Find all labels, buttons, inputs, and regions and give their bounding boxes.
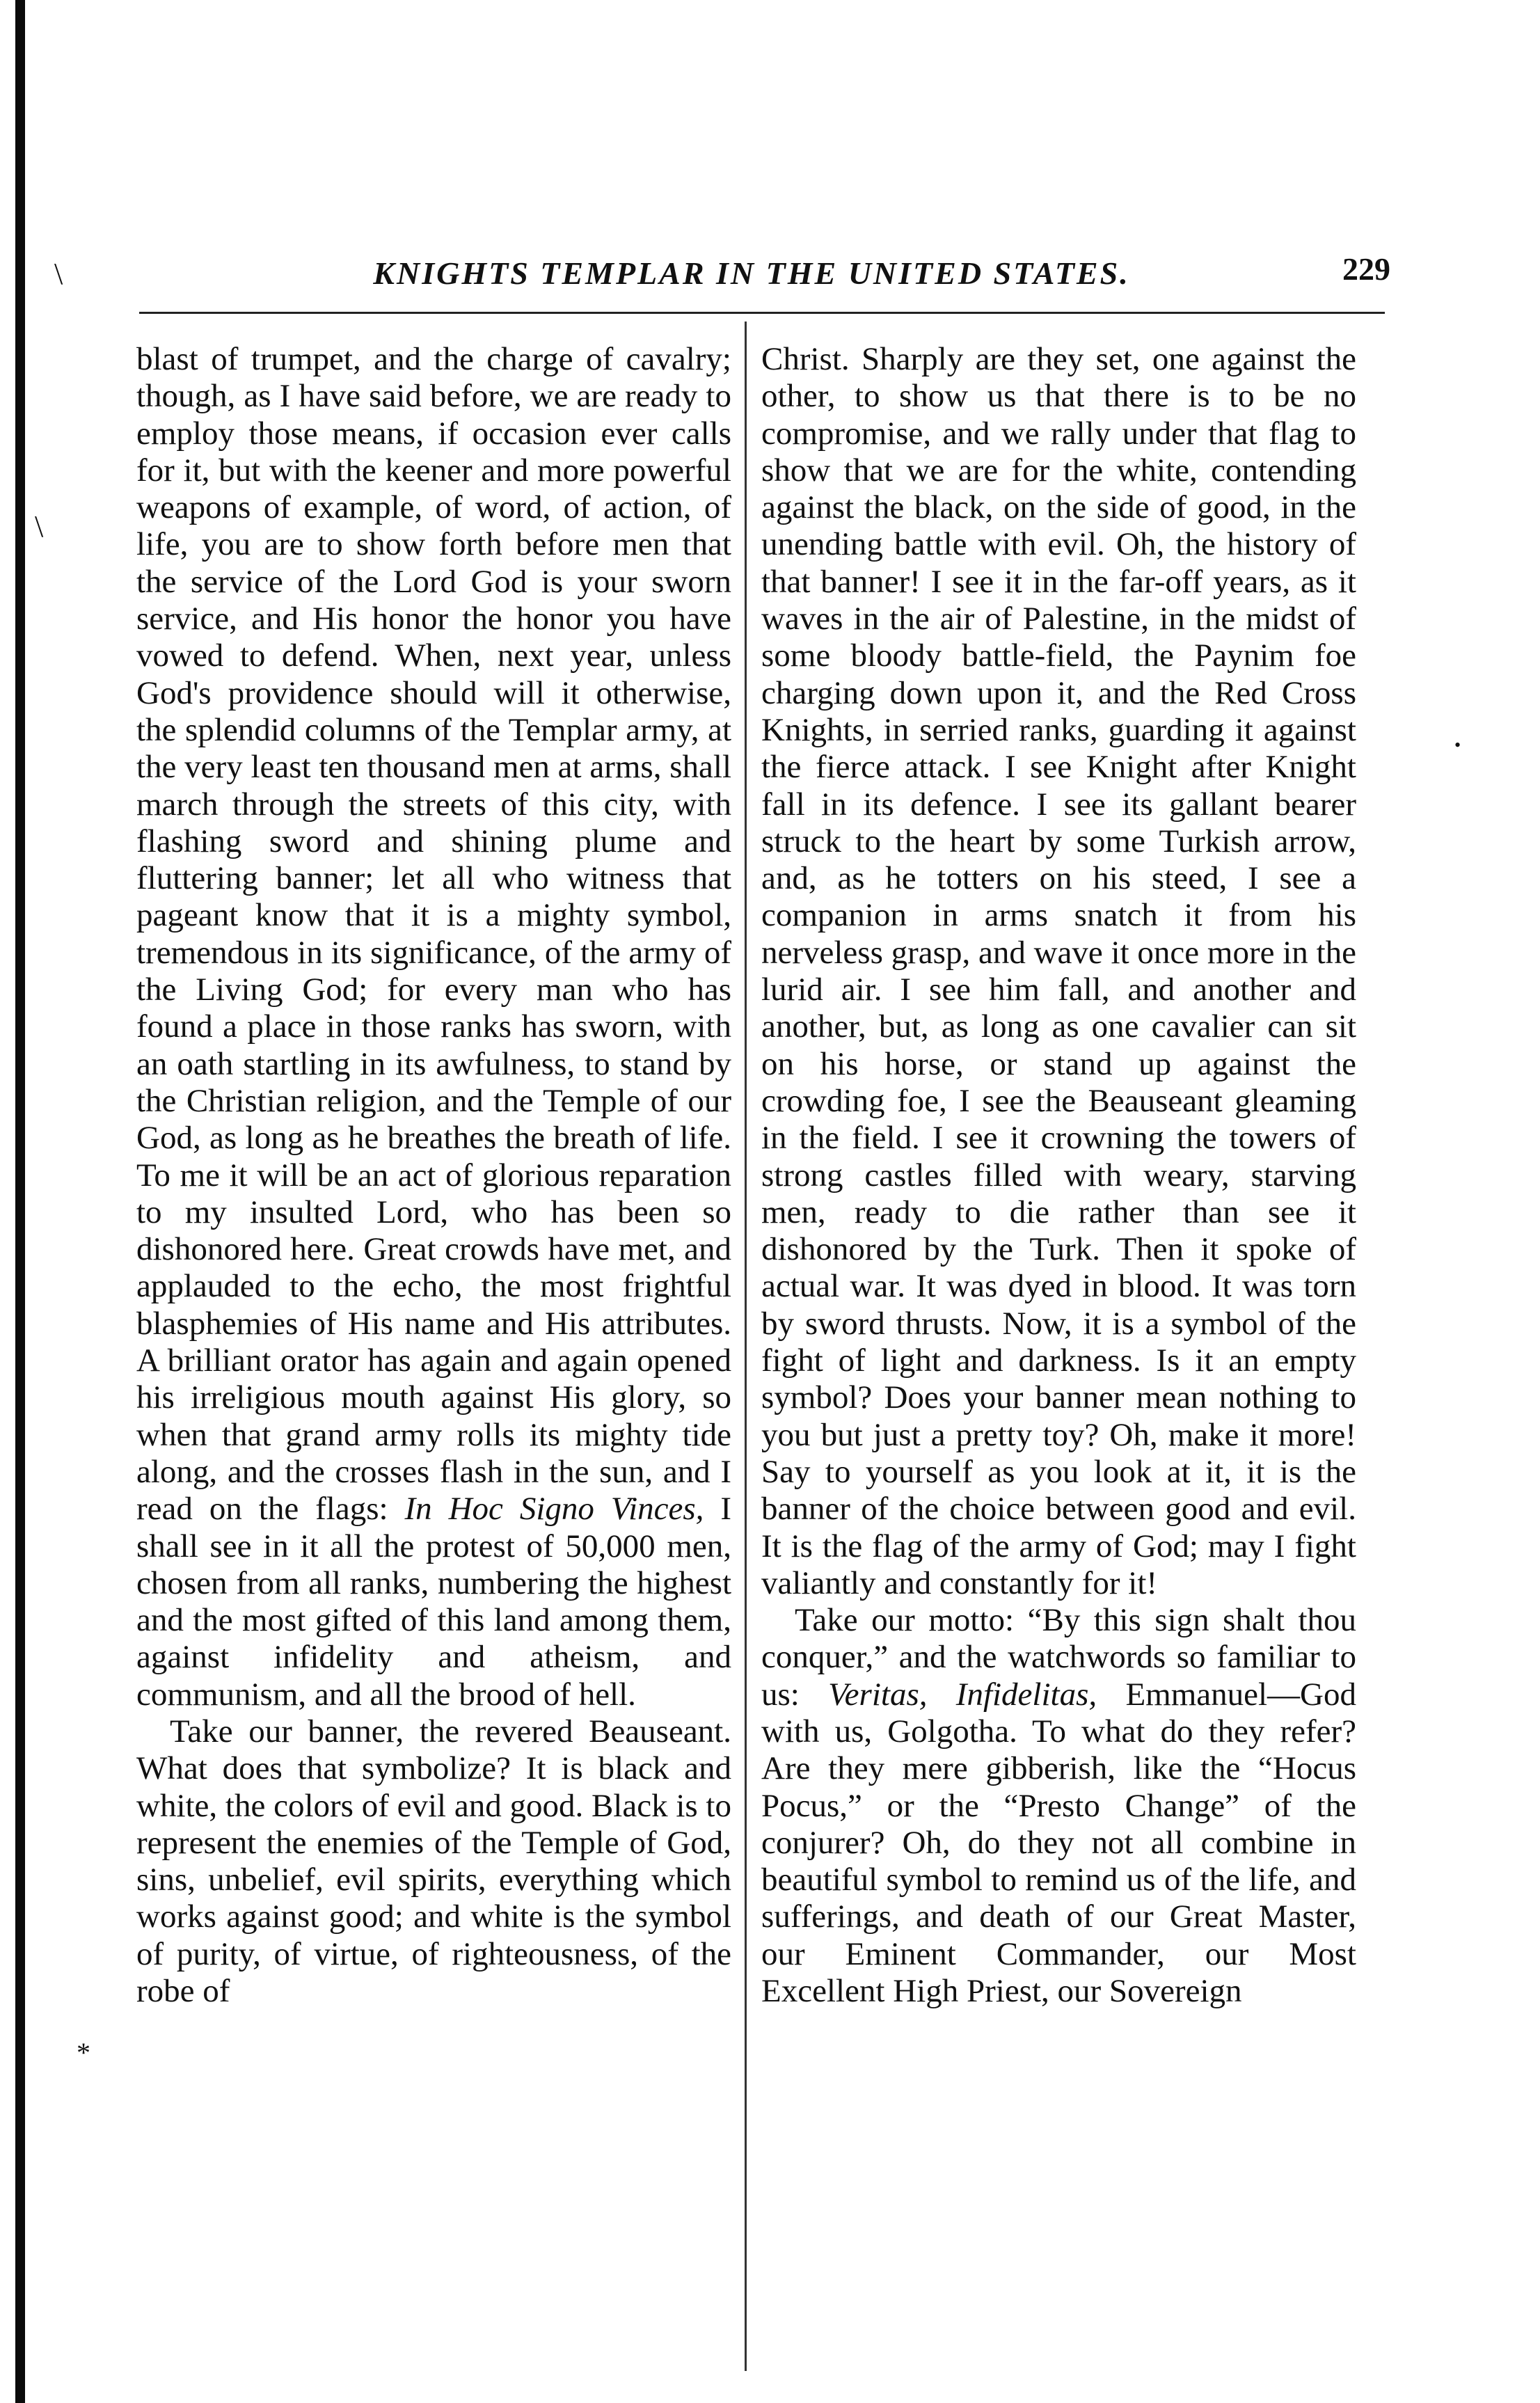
motto-text: In Hoc Signo Vinces, bbox=[404, 1491, 704, 1528]
margin-mark: \ bbox=[54, 257, 63, 291]
column-rule bbox=[745, 322, 747, 2371]
paragraph-text: blast of trumpet, and the charge of cavalry; though, as I have said before, we are ready to employ those means, if occasion ever calls for it, but with the keener and more powerful weapons of example, of word, of action, of life, you are to show forth before men that the service of the Lord God is your sworn service, and His honor the honor you have vowed to defend. When, next year, unless God's providence should will it otherwise, the splendid columns of the Templar army, at the very least ten thousand men at arms, shall march through the streets of this city, with flashing sword and shining plume and fluttering banner; let all who witness that pageant know that it is a mighty symbol, tremendous in its significance, of the army of the Living God; for every man who has found a place in those ranks has sworn, with an oath startling in its awfulness, to stand by the Christian religion, and the Temple of our God, as long as he breathes the breath of life. To me it will be an act of glorious reparation to my insulted Lord, who has been so dishonored here. Great crowds have met, and applauded to the echo, the most frightful blasphemies of His name and His attributes. A brilliant orator has again and again opened his irreligious mouth against His glory, so when that grand army rolls its mighty tide along, and the crosses flash in the sun, and I read on the flags: bbox=[136, 341, 731, 1528]
page-number: 229 bbox=[1342, 251, 1390, 287]
paragraph-text: I shall see in it all the protest of 50,000 men, chosen from all ranks, numbering the highest and the most gifted of this land among them, against infidelity and atheism, and communism, and all the brood of hell. bbox=[136, 1491, 731, 1713]
paragraph: Christ. Sharply are they set, one against the other, to show us that there is to be no compromise, and we rally under that flag to show that we are for the white, contending against the black, on the side of good, in the unending battle with evil. Oh, the history of that banner! I see it in the far-off years, as it waves in the air of Palestine, in the midst of some bloody battle-field, the Paynim foe charging down upon it, and the Red Cross Knights, in serried ranks, guarding it against the fierce attack. I see Knight after Knight fall in its defence. I see its gallant bearer struck to the heart by some Turkish arrow, and, as he totters on his steed, I see a companion in arms snatch it from his nerveless grasp, and wave it once more in the lurid air. I see him fall, and another and another, but, as long as one cavalier can sit on his horse, or stand up against the crowding foe, I see the Beauseant gleaming in the field. I see it crowning the towers of strong castles filled with weary, starving men, ready to die rather than see it dishonored by the Turk. Then it spoke of actual war. It was dyed in blood. It was torn by sword thrusts. Now, it is a symbol of the fight of light and darkness. Is it an empty symbol? Does your banner mean nothing to you but just a pretty toy? Oh, make it more! Say to yourself as you look at it, it is the banner of the choice between good and evil. It is the flag of the army of God; may I fight valiantly and constantly for it! bbox=[761, 341, 1356, 1601]
left-column bbox=[136, 341, 731, 2010]
margin-mark: * bbox=[77, 2037, 90, 2068]
margin-mark: • bbox=[1454, 735, 1461, 755]
header-rule bbox=[139, 312, 1385, 314]
margin-mark: \ bbox=[35, 509, 44, 544]
right-column bbox=[761, 341, 1356, 2010]
paragraph bbox=[136, 341, 731, 1713]
paragraph bbox=[761, 1602, 1356, 2010]
watchwords-text: Veritas, Infidelitas, bbox=[828, 1676, 1097, 1713]
binding-edge bbox=[15, 0, 25, 2403]
running-title: KNIGHTS TEMPLAR IN THE UNITED STATES. bbox=[373, 255, 1130, 291]
paragraph: Take our banner, the revered Beauseant. What does that symbolize? It is black and white, the colors of evil and good. Black is to represent the enemies of the Temple of God, sins, unbelief, evil spirits, everything which works against good; and white is the symbol of purity, of virtue, of righteousness, of the robe of bbox=[136, 1713, 731, 2010]
paragraph-text: Emmanuel—God with us, Golgotha. To what do they refer? Are they mere gibberish, like the “Hocus Pocus,” or the “Presto Change” of the conjurer? Oh, do they not all combine in beautiful symbol to remind us of the life, and sufferings, and death of our Great Master, our Eminent Commander, our Most Excellent High Priest, our Sovereign bbox=[761, 1676, 1357, 2010]
paragraph-text: Take our motto: “By this sign shalt thou conquer,” and the watchwords so familiar to us: bbox=[761, 1602, 1356, 1713]
